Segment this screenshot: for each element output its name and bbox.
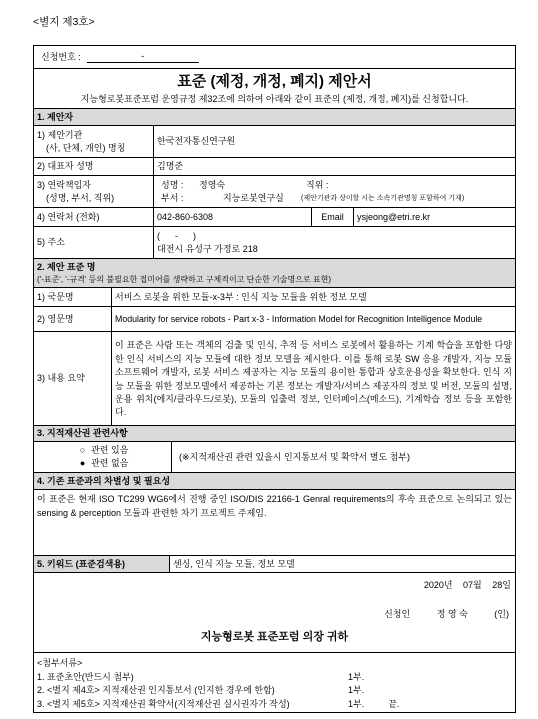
keywords-label: 5. 키워드 (표준검색용) [34,556,169,572]
attachment-text: 2. <별지 제4호> 지적재산권 인지통보서 (인지한 경우에 한함) [37,685,275,695]
signature-day: 28일 [492,580,511,590]
korean-name-value: 서비스 로봇을 위한 모듈-x-3부 : 인식 지능 모듈을 위한 정보 모델 [111,288,515,306]
attachment-copies: 1부. [348,698,365,709]
signature-row [34,573,515,653]
contact-dept-line [161,192,512,205]
attachments-row [34,653,515,713]
attachment-copies: 1부. [348,671,365,682]
section1-header: 1. 제안자 [37,111,74,122]
application-number-separator: - [141,51,145,61]
signature-block [34,573,515,652]
summary-label: 3) 내용 요약 [37,373,85,383]
address-value: 대전시 유성구 가정로 218 [157,243,258,254]
address-value-cell [153,227,515,258]
korean-name-label: 1) 국문명 [37,291,74,302]
section2-header: 2. 제안 표준 명 [37,261,96,272]
page-title: 표준 (제정, 개정, 폐지) 제안서 [177,72,372,90]
ip-options-cell [34,442,171,472]
form-number: <별지 제3호> [33,16,95,28]
proposer-org-label-cell [34,126,153,157]
keywords-row [34,556,515,573]
attachment-item [37,684,512,698]
title-row [34,69,515,109]
section3-header-row [34,426,515,442]
summary-value: 이 표준은 사람 또는 객체의 검출 및 인식, 추적 등 서비스 로봇에서 활용하는 기계 학습을 포함한 다양한 인식 서비스의 지능 모듈에 대한 정보 모델을 제시한다. 이를 통해 로봇 SW 응용 개발자, 지능 모듈 소프트웨어 개발자, 로봇 서비스 제공자는 지능 모듈의 용이한 통합과 상호운용성을 확보한다. 인식 지능 모듈을 위한 정보모델에서 제공하는 기본 정보는 개발자/서비스 제공자의 정보 및 버전, 모듈의 설명, 운용 위치(에지/클라우드/로봇), 모듈의 입출력 정보, 인터페이스(메소드), 기계학습 정보 등을 포함한다. [111,332,515,425]
ip-note: (※지적재산권 관련 있을시 인지통보서 및 확약서 별도 첨부) [171,442,515,472]
attachments-block [34,653,515,712]
contact-dept-value: 지능로봇연구실 [223,192,284,203]
proposer-org-label: 1) 제안기관 [37,129,83,140]
contact-name-label: 성명 : [161,179,184,190]
proposer-org-value: 한국전자통신연구원 [153,126,515,157]
attachment-text: 1. 표준초안(반드시 첨부) [37,671,134,682]
contact-person-value-cell [153,176,515,207]
ip-option-unrelated [77,457,129,470]
representative-value: 김명준 [153,158,515,175]
applicant-label: 신청인 [384,609,411,619]
attachment-copies: 1부. [348,685,365,695]
contact-person-sublabel: (성명, 부서, 직위) [46,192,115,203]
section4-header-row [34,473,515,490]
proposer-org-row [34,126,515,158]
contact-position-label: 직위 : [306,179,329,190]
representative-label: 2) 대표자 성명 [37,161,94,171]
contact-person-label-cell [34,176,153,207]
standard-proposal-form [33,45,516,713]
section2-header-row [34,259,515,288]
address-label: 5) 주소 [37,237,65,247]
ip-option-related [77,444,129,457]
signature-applicant [384,608,509,621]
ip-option-related-label: 관련 있음 [91,445,129,455]
attachment-item [37,698,512,712]
address-row [34,227,515,259]
section3-header: 3. 지적재산권 관련사항 [37,428,128,438]
summary-row [34,332,515,426]
application-number-field [87,51,199,63]
applicant-seal: (인) [494,609,509,619]
signature-month: 07월 [463,580,482,590]
english-name-row [34,307,515,332]
section4-header: 4. 기존 표준과의 차별성 및 필요성 [37,475,171,486]
keywords-value: 센싱, 인식 지능 모듈, 정보 모델 [169,556,515,572]
section2-header-cell [34,259,515,287]
contact-person-row [34,176,515,208]
ip-row [34,442,515,473]
email-label: Email [311,208,353,226]
contact-dept-label: 부서 : [161,192,184,203]
addressee: 지능형로봇 표준포럼 의장 귀하 [200,631,349,643]
postal-code: ( - ) [157,230,196,241]
ip-option-unrelated-label: 관련 없음 [91,458,129,468]
attachment-end-mark: 끝. [388,698,400,709]
attachment-text: 3. <별지 제5호> 지적재산권 확약서(지적재산권 실시권자가 작성) [37,698,290,709]
representative-row [34,158,515,176]
english-name-label: 2) 영문명 [37,313,74,324]
korean-name-row [34,288,515,307]
page-subtitle: 지능형로봇표준포럼 운영규정 제32조에 의하여 아래와 같이 표준의 (제정, 개정, 폐지)를 신청합니다. [80,93,469,104]
application-number-label: 신청번호 : [41,51,81,62]
proposer-org-sublabel: (사, 단체, 개인) 명칭 [46,142,126,153]
phone-row [34,208,515,227]
signature-date [424,579,511,592]
attachments-header: <첨부서류> [37,658,83,668]
section1-header-row [34,109,515,126]
email-value: ysjeong@etri.re.kr [353,208,515,226]
contact-name-line [161,179,512,192]
signature-year: 2020년 [423,580,453,590]
phone-label: 4) 연락처 (전화) [37,211,100,222]
contact-person-label: 3) 연락책임자 [37,179,91,190]
section2-note: ('-표준', '-규격' 등의 불필요한 접미어를 생략하고 구체적이고 단순한 기술명으로 표현) [37,274,332,284]
application-number-row [34,46,515,69]
section4-content: 이 표준은 현재 ISO TC299 WG6에서 진행 중인 ISO/DIS 22166-1 Genral requirements의 후속 표준으로 논의되고 있는 sensing & perception 모듈과 관련한 차기 프로젝트 주제임. [37,494,512,518]
radio-checked-icon: ● [79,458,86,468]
applicant-name: 정 영 숙 [436,609,468,619]
radio-unchecked-icon: ○ [79,445,86,455]
title-cell [34,69,515,108]
attachment-item [37,671,512,685]
english-name-value: Modularity for service robots - Part x-3 - Information Model for Recognition Intelligence Module [111,307,515,331]
section4-content-row [34,490,515,556]
phone-value: 042-860-6308 [153,208,311,226]
contact-name-value: 정영숙 [199,179,226,190]
contact-dept-note: (제안기관과 상이할 시는 소속기관명칭 포함하여 기재) [301,194,465,202]
application-number-cell [34,46,515,68]
